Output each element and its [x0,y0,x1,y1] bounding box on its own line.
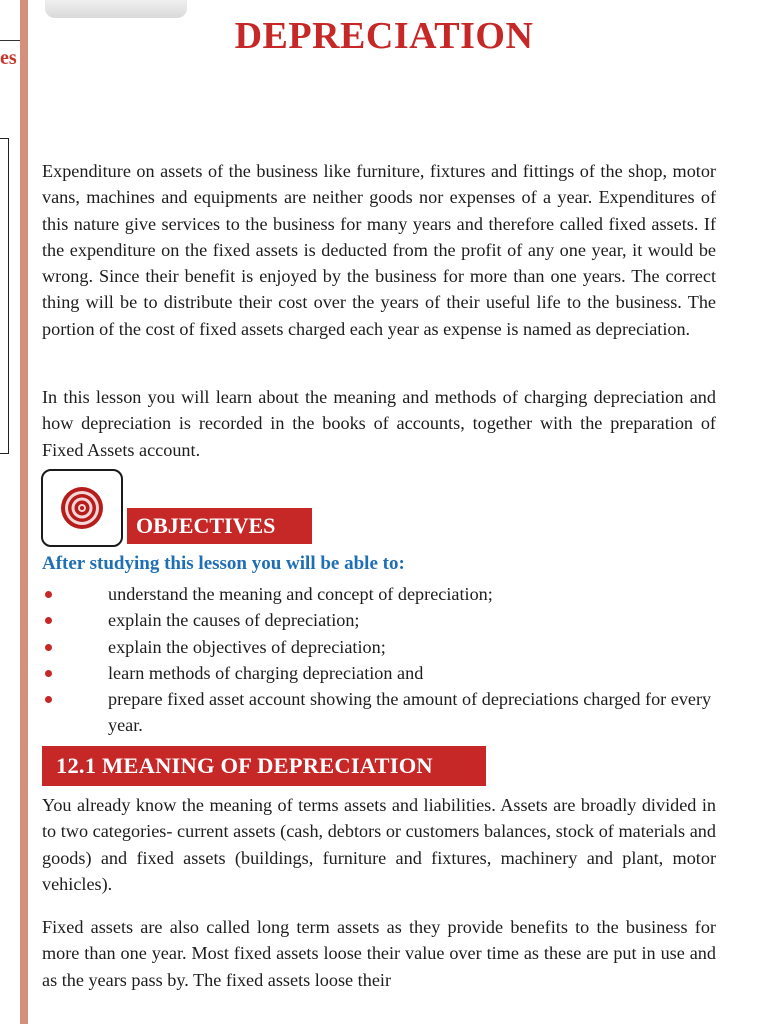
left-margin-box [0,138,9,454]
margin-bar [20,0,28,1024]
section-paragraph-2: Fixed assets are also called long term assets as they provide benefits to the business for more than one year. Most fixed assets loose their value over time as these are put in use and as the years pass by. The fixed assets loose their [42,917,716,990]
list-item: prepare fixed asset account showing the amount of depreciations charged for every year. [42,686,718,739]
list-item: explain the causes of depreciation; [42,607,718,633]
objectives-list [42,581,718,739]
section-paragraph-1: You already know the meaning of terms assets and liabilities. Assets are broadly divided in to two categories- current assets (cash, debtors or customers balances, stock of materials and goods) and fixed assets (buildings, furniture and fixtures, machinery and plant, motor vehicles). [42,795,716,894]
target-icon [41,469,123,547]
objectives-label: OBJECTIVES [127,508,312,544]
bullet-icon [45,591,52,598]
intro-paragraph-2: In this lesson you will learn about the meaning and methods of charging depreciation and how depreciation is recorded in the books of accounts, together with the preparation of Fixed Assets account. [42,387,716,460]
chapter-title: DEPRECIATION [234,15,534,57]
list-item: learn methods of charging depreciation and [42,660,718,686]
list-item: understand the meaning and concept of depreciation; [42,581,718,607]
bullet-icon [45,670,52,677]
bullet-icon [45,696,52,703]
bullet-icon [45,617,52,624]
left-page-tab: es [0,47,17,69]
intro-paragraph-1: Expenditure on assets of the business like furniture, fixtures and fittings of the shop, motor vans, machines and equipments are neither goods nor expenses of a year. Expenditures of this nature give services to the business for many years and therefore called fixed assets. If the expenditure on the fixed assets is deducted from the profit of any one year, it would be wrong. Since their benefit is enjoyed by the business for more than one years. The correct thing will be to distribute their cost over the years of their useful life to the business. The portion of the cost of fixed assets charged each year as expense is named as depreciation. [42,161,716,339]
section-heading: 12.1 MEANING OF DEPRECIATION [42,746,486,786]
objectives-intro: After studying this lesson you will be able to: [42,553,405,574]
bullet-icon [45,644,52,651]
list-item: explain the objectives of depreciation; [42,634,718,660]
